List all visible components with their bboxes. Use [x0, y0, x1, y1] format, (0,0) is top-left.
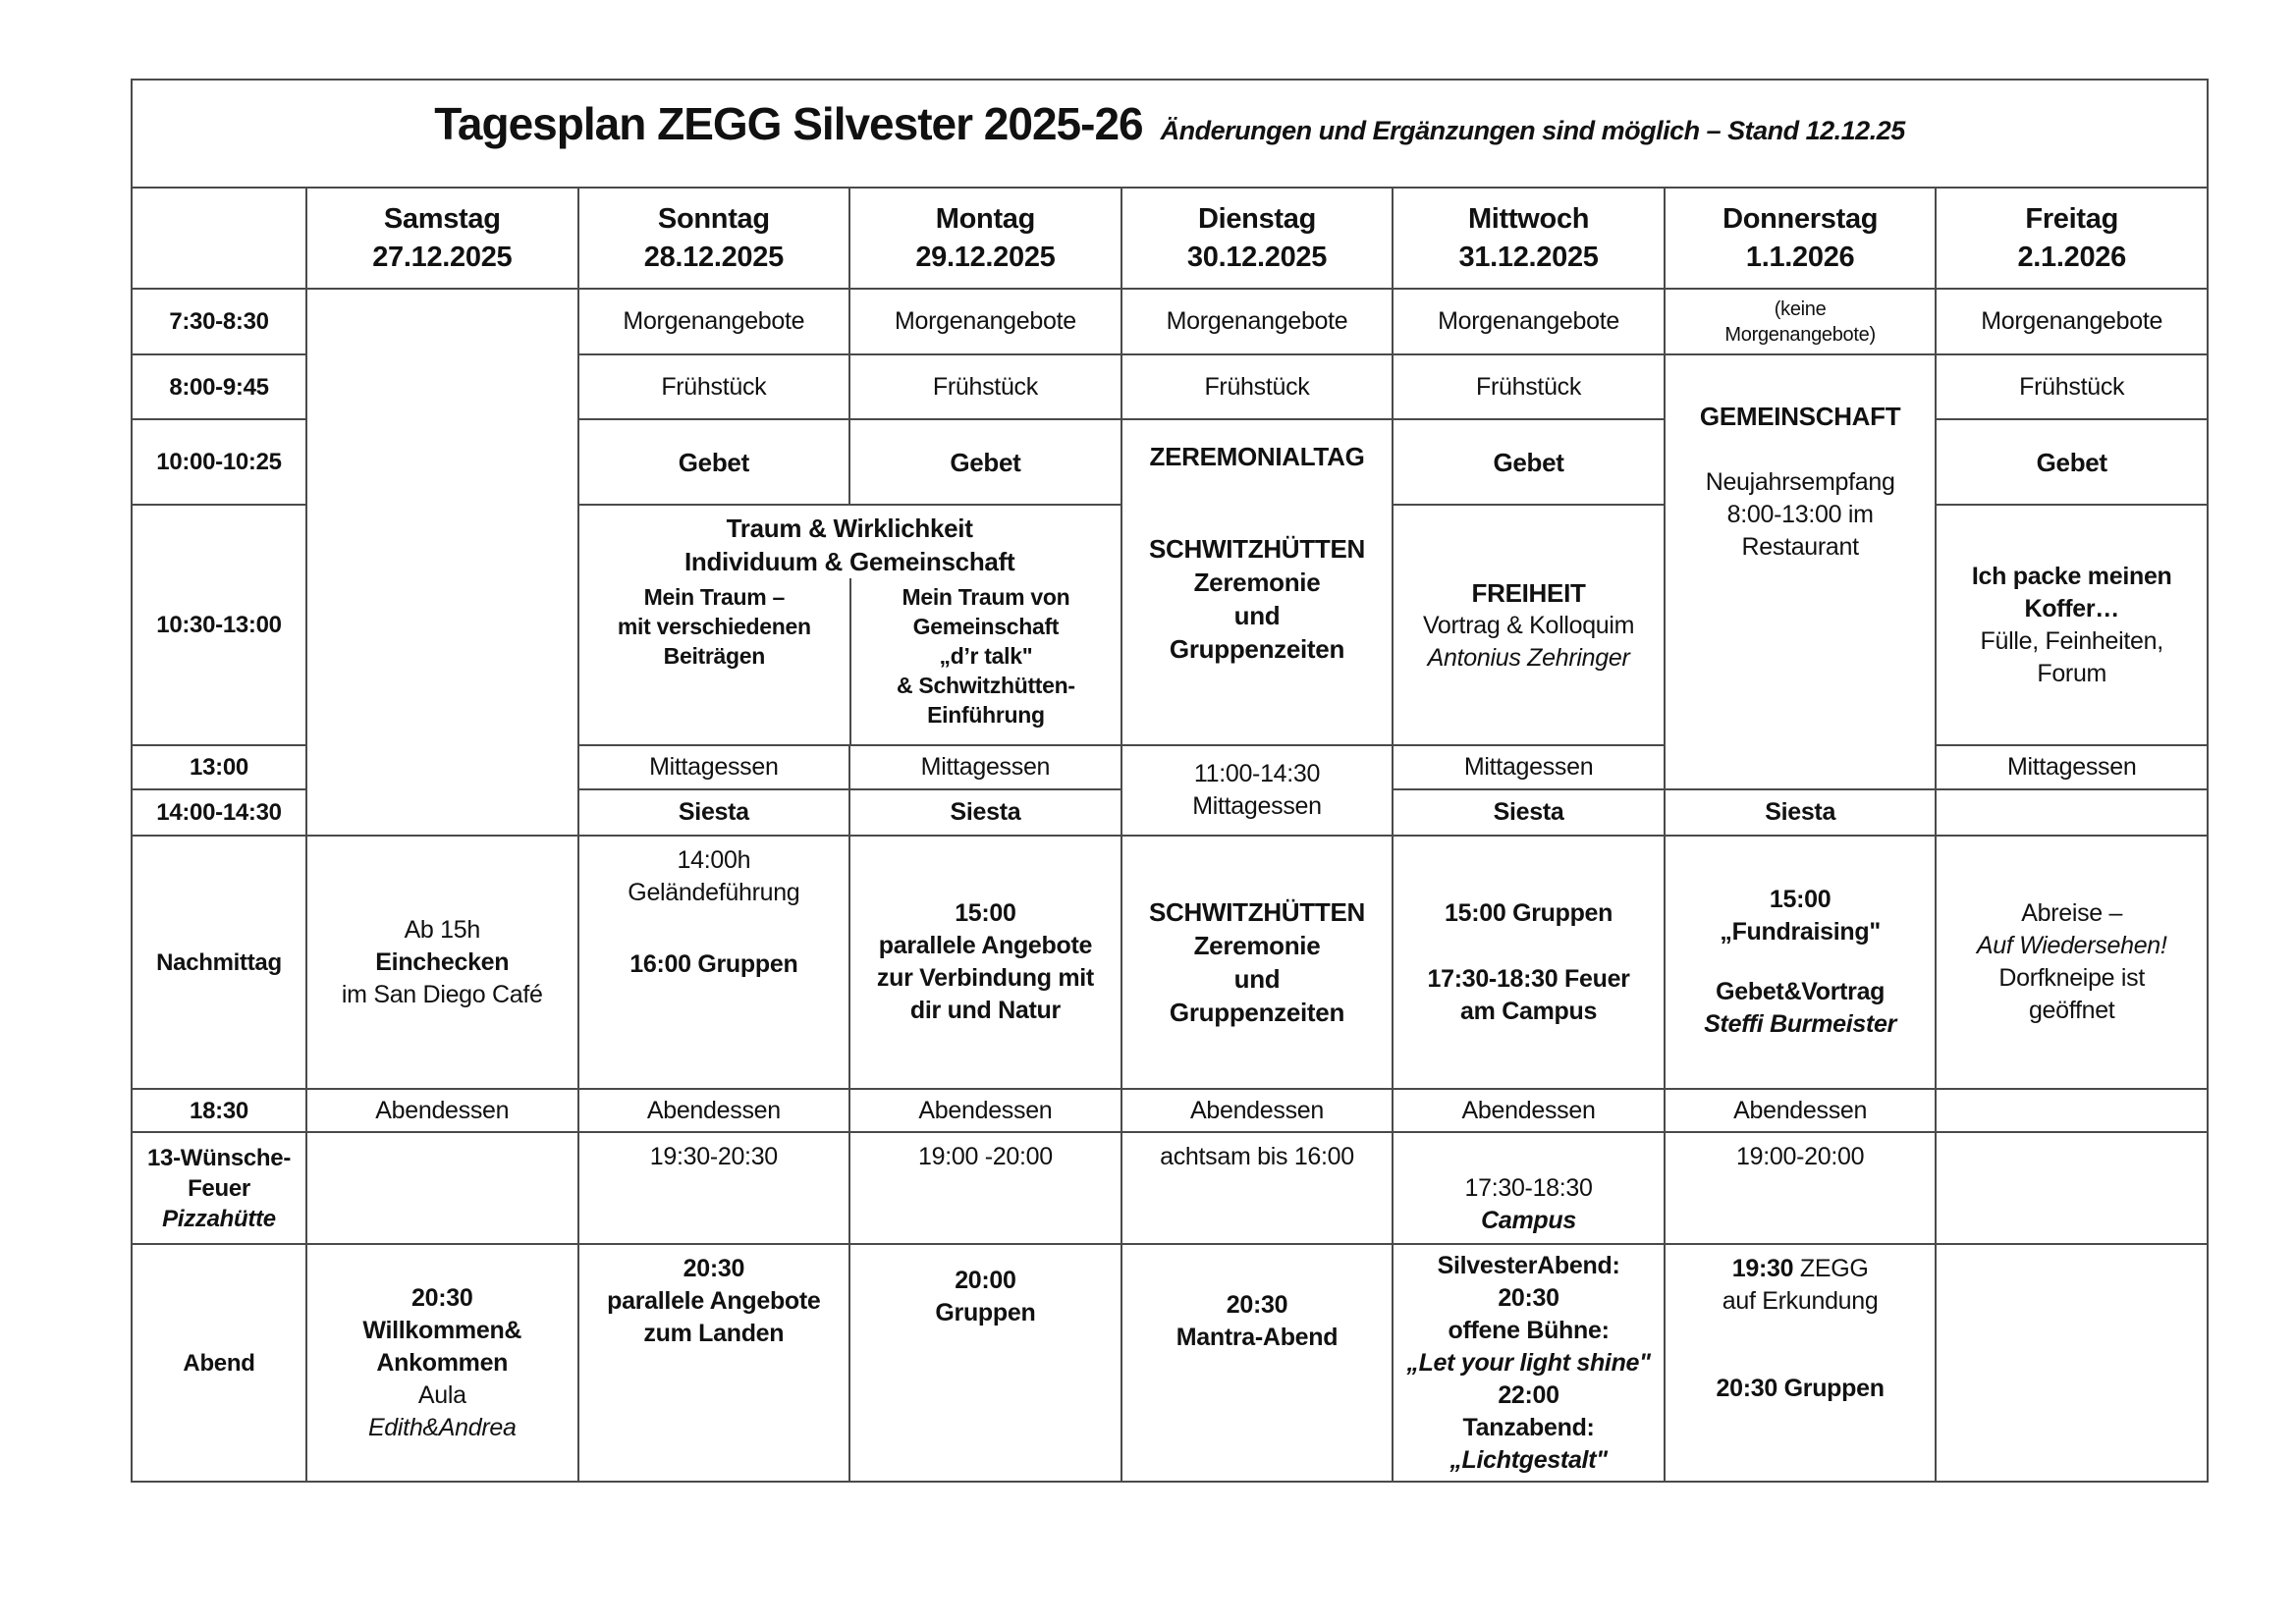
text-line — [1732, 1253, 1869, 1285]
text-line: (keine — [1774, 298, 1827, 320]
text-line: Einführung — [927, 702, 1045, 728]
time-wuenschefeuer — [133, 1133, 307, 1245]
cell-donnerstag-siesta: Siesta — [1666, 790, 1938, 837]
header-donnerstag — [1666, 189, 1938, 290]
cell-sonntag-morgenangebote: Morgenangebote — [579, 290, 851, 355]
text-line: Tanzabend: — [1462, 1413, 1595, 1441]
cell-mittwoch-abendessen: Abendessen — [1394, 1090, 1666, 1133]
title-note: Änderungen und Ergänzungen sind möglich – Stand 12.12.25 — [1160, 116, 1905, 145]
time-730-830: 7:30-8:30 — [133, 290, 307, 355]
text-line: Edith&Andrea — [367, 1413, 517, 1441]
text-line: GEMEINSCHAFT — [1699, 402, 1901, 431]
cell-donnerstag-nachmittag — [1666, 837, 1938, 1090]
header-samstag — [307, 189, 579, 290]
time-800-945: 8:00-9:45 — [133, 355, 307, 420]
text-line: Traum & Wirklichkeit — [726, 514, 973, 543]
text-line: Beiträgen — [663, 643, 766, 669]
cell-donnerstag-wuensche: 19:00-20:00 — [1666, 1133, 1938, 1245]
cell-samstag-abendessen: Abendessen — [307, 1090, 579, 1133]
text-line: Antonius Zehringer — [1427, 643, 1630, 672]
cell-mittwoch-wuensche — [1394, 1133, 1666, 1245]
text-line: Mittagessen — [1192, 792, 1322, 820]
day-date: 29.12.2025 — [915, 241, 1056, 273]
text-line: Mein Traum – — [643, 584, 786, 610]
cell-dienstag-morgenangebote: Morgenangebote — [1122, 290, 1394, 355]
text-line: Ab 15h — [404, 915, 480, 944]
cell-traum-montag — [849, 578, 1121, 744]
header-freitag — [1937, 189, 2209, 290]
cell-montag-morgenangebote: Morgenangebote — [850, 290, 1122, 355]
cell-mittwoch-mittagessen: Mittagessen — [1394, 746, 1666, 790]
day-name: Sonntag — [657, 202, 770, 235]
cell-montag-siesta: Siesta — [850, 790, 1122, 837]
text-line: Feuer — [188, 1174, 250, 1202]
text-line: parallele Angebote — [607, 1287, 821, 1315]
cell-dienstag-zeremonialtag — [1122, 420, 1394, 746]
text-line: 20:00 — [955, 1267, 1016, 1294]
cell-freitag-wuensche-leer — [1937, 1133, 2209, 1245]
cell-mittwoch-fruehstueck: Frühstück — [1394, 355, 1666, 420]
cell-montag-mittagessen: Mittagessen — [850, 746, 1122, 790]
text-line: 15:00 — [1769, 886, 1831, 913]
text-line: Steffi Burmeister — [1704, 1010, 1897, 1038]
text-line: Zeremonie — [1193, 568, 1321, 597]
cell-dienstag-abendessen: Abendessen — [1122, 1090, 1394, 1133]
cell-sonntag-gebet: Gebet — [579, 420, 851, 506]
text-line: Gruppen — [935, 1299, 1036, 1326]
text-line: parallele Angebote — [878, 932, 1093, 959]
cell-sonntag-mittagessen: Mittagessen — [579, 746, 851, 790]
cell-freitag-mittagessen: Mittagessen — [1937, 746, 2209, 790]
text-line: 22:00 — [1498, 1380, 1559, 1409]
text-line: Dorfkneipe ist — [1998, 964, 2146, 992]
text-line: Individuum & Gemeinschaft — [683, 547, 1015, 576]
header-sonntag — [579, 189, 851, 290]
text-line: Restaurant — [1741, 533, 1859, 561]
text-line: im San Diego Café — [341, 980, 543, 1008]
text-line: SCHWITZHÜTTEN — [1149, 534, 1365, 564]
text-line: 15:00 — [955, 899, 1016, 927]
cell-sonntag-abendessen: Abendessen — [579, 1090, 851, 1133]
text-line: am Campus — [1460, 997, 1598, 1025]
cell-dienstag-mittagessen — [1122, 746, 1394, 837]
text-line: Aula — [417, 1380, 466, 1409]
cell-freitag-gebet: Gebet — [1937, 420, 2209, 506]
cell-donnerstag-keine-morgenangebote — [1666, 290, 1938, 355]
text-line: zur Verbindung mit — [876, 964, 1094, 992]
text-line: auf Erkundung — [1722, 1287, 1879, 1315]
text-line: SCHWITZHÜTTEN — [1149, 897, 1365, 927]
text-line: 8:00-13:00 im — [1726, 501, 1874, 528]
text-line: dir und Natur — [909, 997, 1061, 1024]
cell-mittwoch-freiheit — [1394, 506, 1666, 746]
text-line: Geländeführung — [628, 879, 800, 906]
cell-traum-wirklichkeit — [579, 506, 1122, 746]
text-line: Forum — [2037, 659, 2107, 687]
cell-mittwoch-gebet: Gebet — [1394, 420, 1666, 506]
cell-montag-fruehstueck: Frühstück — [850, 355, 1122, 420]
time-1400-1430: 14:00-14:30 — [133, 790, 307, 837]
text-line: Fülle, Feinheiten, — [1980, 626, 2163, 655]
text-line: 17:30-18:30 Feuer — [1427, 964, 1630, 993]
cell-freitag-abendessen-leer — [1937, 1090, 2209, 1133]
text-line: offene Bühne: — [1448, 1316, 1610, 1344]
cell-dienstag-fruehstueck: Frühstück — [1122, 355, 1394, 420]
text-line: „Lichtgestalt" — [1449, 1445, 1608, 1474]
day-date: 2.1.2026 — [2017, 241, 2126, 273]
cell-dienstag-abend — [1122, 1245, 1394, 1483]
text-line: 20:30 — [411, 1283, 473, 1312]
text-line: Koffer… — [2024, 594, 2119, 622]
cell-donnerstag-abendessen: Abendessen — [1666, 1090, 1938, 1133]
text-line: Campus — [1481, 1207, 1576, 1234]
text-span: ZEGG — [1793, 1255, 1869, 1282]
text-line: geöffnet — [2028, 997, 2115, 1024]
traum-body — [579, 578, 1121, 744]
cell-dienstag-nachmittag — [1122, 837, 1394, 1090]
cell-sonntag-siesta: Siesta — [579, 790, 851, 837]
cell-samstag-nachmittag — [307, 837, 579, 1090]
cell-dienstag-wuensche: achtsam bis 16:00 — [1122, 1133, 1394, 1245]
cell-freitag-koffer — [1937, 506, 2209, 746]
text-line: Ankommen — [376, 1348, 509, 1377]
text-line: Ich packe meinen — [1971, 562, 2172, 590]
day-name: Freitag — [2025, 202, 2118, 235]
header-time-blank — [133, 189, 307, 290]
cell-sonntag-abend — [579, 1245, 851, 1483]
cell-sonntag-nachmittag — [579, 837, 851, 1090]
text-line: Mantra-Abend — [1175, 1324, 1339, 1351]
text-line: Gebet&Vortrag — [1716, 978, 1886, 1005]
text-line: Morgenangebote) — [1724, 323, 1876, 346]
text-line: 14:00h — [677, 846, 751, 874]
time-1300: 13:00 — [133, 746, 307, 790]
cell-donnerstag-abend — [1666, 1245, 1938, 1483]
cell-freitag-abend-leer — [1937, 1245, 2209, 1483]
cell-mittwoch-siesta: Siesta — [1394, 790, 1666, 837]
cell-samstag-wuensche-leer — [307, 1133, 579, 1245]
text-line: SilvesterAbend: — [1437, 1251, 1620, 1279]
time-1000-1025: 10:00-10:25 — [133, 420, 307, 506]
day-date: 31.12.2025 — [1458, 241, 1599, 273]
time-nachmittag: Nachmittag — [133, 837, 307, 1090]
cell-freitag-fruehstueck: Frühstück — [1937, 355, 2209, 420]
text-line: und — [1233, 964, 1281, 994]
text-line: Zeremonie — [1193, 931, 1321, 960]
text-line: 20:30 Gruppen — [1716, 1375, 1885, 1402]
cell-mittwoch-silvesterabend — [1394, 1245, 1666, 1483]
cell-montag-gebet: Gebet — [850, 420, 1122, 506]
cell-samstag-vormittag-leer — [307, 290, 579, 837]
text-line: Gruppenzeiten — [1169, 634, 1345, 664]
text-line: 20:30 — [1498, 1283, 1559, 1312]
text-line: 17:30-18:30 — [1464, 1174, 1593, 1202]
cell-montag-nachmittag — [850, 837, 1122, 1090]
time-abend: Abend — [133, 1245, 307, 1483]
day-name: Samstag — [383, 202, 501, 235]
text-line: 16:00 Gruppen — [629, 950, 798, 978]
text-line: Vortrag & Kolloquim — [1422, 611, 1635, 639]
day-name: Mittwoch — [1467, 202, 1590, 235]
cell-donnerstag-gemeinschaft — [1666, 355, 1938, 790]
text-line: Gemeinschaft — [912, 614, 1060, 639]
text-line: 13-Wünsche- — [146, 1144, 292, 1171]
text-line: Abreise – — [2021, 899, 2123, 927]
header-mittwoch — [1394, 189, 1666, 290]
cell-montag-abend — [850, 1245, 1122, 1483]
cell-sonntag-fruehstueck: Frühstück — [579, 355, 851, 420]
text-line: zum Landen — [643, 1320, 785, 1347]
cell-sonntag-wuensche: 19:30-20:30 — [579, 1133, 851, 1245]
header-dienstag — [1122, 189, 1394, 290]
cell-samstag-abend — [307, 1245, 579, 1483]
day-name: Montag — [935, 202, 1036, 235]
day-date: 1.1.2026 — [1745, 241, 1855, 273]
text-line: Mein Traum von — [902, 584, 1070, 610]
text-line: Einchecken — [375, 947, 510, 976]
cell-montag-wuensche: 19:00 -20:00 — [850, 1133, 1122, 1245]
text-line: 15:00 Gruppen — [1444, 898, 1613, 927]
text-line: Auf Wiedersehen! — [1976, 932, 2167, 959]
day-date: 28.12.2025 — [643, 241, 784, 273]
text-line: Willkommen& — [362, 1316, 522, 1344]
text-line: Pizzahütte — [162, 1205, 276, 1232]
day-name: Donnerstag — [1722, 202, 1879, 235]
cell-traum-sonntag — [579, 578, 850, 744]
cell-freitag-morgenangebote: Morgenangebote — [1937, 290, 2209, 355]
text-line: Gruppenzeiten — [1169, 998, 1345, 1027]
time-1830: 18:30 — [133, 1090, 307, 1133]
header-montag — [850, 189, 1122, 290]
text-line: „Let your light shine" — [1406, 1348, 1651, 1377]
text-line: „Fundraising" — [1720, 918, 1881, 946]
text-line: FREIHEIT — [1471, 577, 1586, 608]
text-line: mit verschiedenen — [617, 614, 811, 639]
text-line: 20:30 — [1226, 1291, 1288, 1319]
text-line: Neujahrsempfang — [1705, 468, 1895, 496]
text-line: 11:00-14:30 — [1193, 760, 1321, 787]
text-line: und — [1233, 601, 1281, 630]
text-line: „d’r talk" — [939, 643, 1033, 669]
cell-freitag-siesta-leer — [1937, 790, 2209, 837]
title-cell — [133, 81, 2209, 189]
day-date: 30.12.2025 — [1186, 241, 1328, 273]
text-span: 19:30 — [1731, 1255, 1794, 1282]
text-line: 20:30 — [683, 1255, 745, 1282]
cell-mittwoch-nachmittag — [1394, 837, 1666, 1090]
schedule-table — [131, 79, 2209, 1483]
cell-freitag-abreise — [1937, 837, 2209, 1090]
traum-heading — [579, 506, 1121, 578]
text-line: ZEREMONIALTAG — [1149, 442, 1365, 471]
page-title: Tagesplan ZEGG Silvester 2025-26 — [434, 98, 1143, 149]
day-name: Dienstag — [1197, 202, 1317, 235]
time-1030-1300: 10:30-13:00 — [133, 506, 307, 746]
cell-montag-abendessen: Abendessen — [850, 1090, 1122, 1133]
day-date: 27.12.2025 — [372, 241, 513, 273]
cell-mittwoch-morgenangebote: Morgenangebote — [1394, 290, 1666, 355]
text-line: & Schwitzhütten- — [897, 673, 1075, 698]
